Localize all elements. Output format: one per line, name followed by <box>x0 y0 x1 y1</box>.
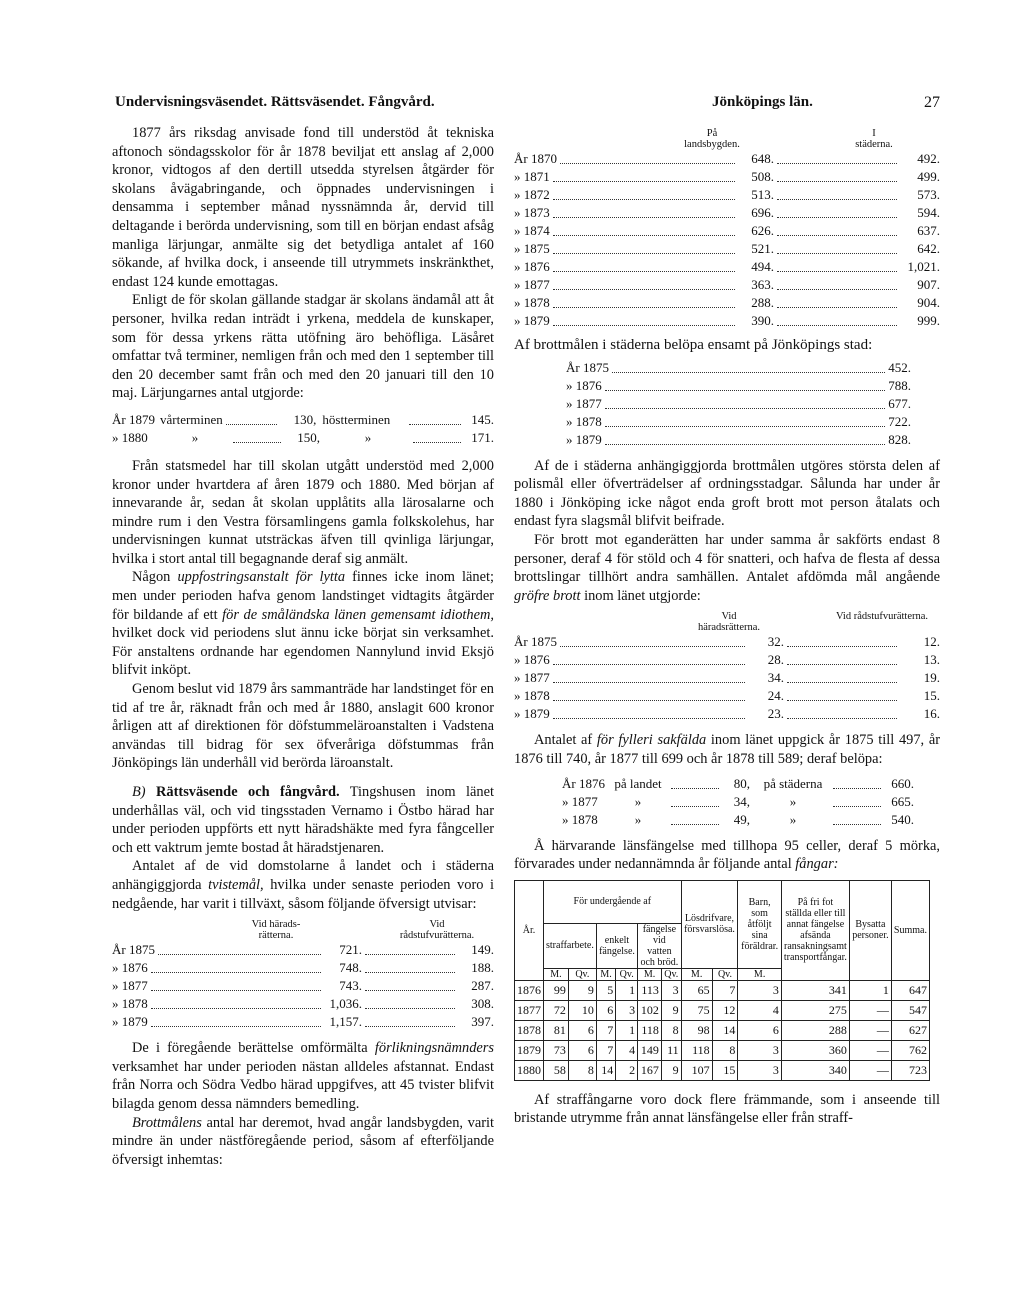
paragraph: Af brottmålen i städerna belöpa ensamt på Jönköpings stad: <box>514 337 873 353</box>
students-table <box>112 411 494 447</box>
students-row: » 1880 » 150, » 171. <box>112 429 494 445</box>
table-row: 1879 73 6 7 4 149 11 118 8 3 360 — 762 <box>515 1040 930 1060</box>
table-row: » 1878 » 49, » 540. <box>562 811 914 827</box>
paragraph: Antalet af de vid domstolarne å landet och i städerna anhängiggjorda tvistemål, hvilka under senaste perioden voro i nedgående, har varit i tillväxt, såsom följande öfversigt utvisar: <box>112 858 494 912</box>
table-row: » 1878 288. 904. <box>514 295 940 310</box>
table-row: » 1877 363. 907. <box>514 277 940 292</box>
paragraph: Enligt de för skolan gällande stadgar är skolans ändamål att åt personer, hvilka redan inträdt i yrkena, meddela de kunskaper, som för dessa yrkens rätta utöfning äro behöfliga. Läsåret omfattar två terminer, nemligen från och med den 1 september till den 20 december samt från och med den 20 januari till den 10 maj. Lärjungarnes antal utgjorde: <box>112 292 494 402</box>
table-row: » 1877 » 34, » 665. <box>562 793 914 809</box>
paragraph: De i föregående berättelse omförmälta förlikningsnämnders verksamhet har under perioden nästan alldeles afstannat. Endast från Norra och Södra Vedbo härad uppgifves, att 45 tvister blifvit bilagda genom dessa nämnders bemedling. <box>112 1040 494 1112</box>
table-row: » 1876 748. 188. <box>112 960 494 976</box>
table-row: » 1876 494. 1,021. <box>514 259 940 274</box>
table-row: År 1875 452. <box>566 359 911 375</box>
table-row: År 1870 648. 492. <box>514 151 940 166</box>
table-row: 1876 99 9 5 1 113 3 65 7 3 341 1 647 <box>515 980 930 1000</box>
right-column <box>514 128 940 1128</box>
tvistemal-table: Vid härads-rätterna. Vid rådstufvurätterna. År 1875 721. 149. » 1876 748. 188. » 1877 743. 287. » 1878 1,036. 308. » 1879 1,157. 397. <box>112 919 494 1030</box>
paragraph: Å härvarande länsfängelse med tillhopa 95 celler, deraf 5 mörka, förvarades under nedannämnda år följande antal fångar: <box>514 837 940 873</box>
table-row: 1878 81 6 7 1 118 8 98 14 6 288 — 627 <box>515 1020 930 1040</box>
brottmal-table: På landsbygden. I städerna. År 1870 648. 492. » 1871 508. 499. » 1872 513. 573. » 1873 696. 594. » 1874 626. 637. » 1875 521. 642. » 1876 494. 1,021. » 1877 363. 907. » 1878 288. 904. » 1879 390. 999. <box>514 128 940 328</box>
paragraph: 1877 års riksdag anvisade fond till understöd åt tekniska aftonoch söndagsskolor för år 1878 beviljat ett anslag af 2,000 kronor, vidtogos af den dertill utsedda styrelsen åtgärder för skolans åvägabringande, och öppnades undervisningen i densamma i september månad nyssnämnda år, dervid till deltagande i berörda undervisning, som till en början endast afsåg manliga lärjungar, anmälte sig det betydliga antalet af 160 sökande, af hvilka dock, i anseende till utrymmets inskränkthet, endast 124 kunde emottagas. <box>112 125 494 290</box>
left-column <box>112 124 494 1169</box>
table-row: » 1874 626. 637. <box>514 223 940 238</box>
table-row: 1880 58 8 14 2 167 9 107 15 3 340 — 723 <box>515 1060 930 1080</box>
table-row: 1877 72 10 6 3 102 9 75 12 4 275 — 547 <box>515 1000 930 1020</box>
jonkoping-table <box>514 359 940 449</box>
table-row: År 1876 på landet 80, på städerna 660. <box>562 775 914 791</box>
table-row: » 1879 23. 16. <box>514 706 940 722</box>
paragraph: För brott mot eganderätten har under samma år sakförts endast 8 personer, deraf 4 för stöld och 4 för snatteri, och hafva de flesta af dessa brottslingar tillhört andra samhällen. Antalet afdömda mål angående gröfre brott inom länet utgjorde: <box>514 531 940 604</box>
section-b: B) Rättsväsende och fångvård. Tingshusen inom länet underhållas väl, och vid tingsstaden Vernamo i Östbo härad har under perioden uppförts ett nytt häradshäkte med fyra fångceller och ett vaktrum jemte bostad åt häradstjenaren. <box>112 784 494 856</box>
table-row: » 1872 513. 573. <box>514 187 940 202</box>
paragraph: Af straffångarne voro dock flere främmande, som i anseende till bristande utrymme från annat länsfängelse eller från straff- <box>514 1091 940 1127</box>
header-left: Undervisningsväsendet. Rättsväsendet. Fångvård. <box>115 94 435 110</box>
table-row: » 1873 696. 594. <box>514 205 940 220</box>
table-row: År 1875 32. 12. <box>514 634 940 650</box>
paragraph: Af de i städerna anhängiggjorda brottmålen utgöres största delen af polismål eller öfverträdelser af ordningsstadgar. Sålunda har under år 1880 i Jönköping icke något enda groft brott mot person åtalats och endast fyra slagsmål blifvit beifrade. <box>514 457 940 530</box>
paragraph: Genom beslut vid 1879 års sammanträde har landstinget för en tid af tre år, räknadt från och med år 1880, anslagit 600 kronor årligen att af direktionen för döfstummeläroanstalten i Vadstena användas till bidrag för sex öfveråriga döfstummas från Jönköpings län underhåll vid berörda läroanstalt. <box>112 681 494 772</box>
table-row: » 1878 722. <box>566 413 911 429</box>
table-row: » 1879 828. <box>566 431 911 447</box>
students-row: År 1879 vårterminen 130, höstterminen 145. <box>112 411 494 427</box>
table-row: » 1877 677. <box>566 395 911 411</box>
prison-table: År. För undergående af Lösdrifvare, försvarslösa. Barn, som åtföljt sina föräldrar. På fri fot ställda eller till annat fängelse afsända ransakningsamt transportfångar. Bysatta personer. Summa. straffarbete. enkelt fängelse. fängelse vid vatten och bröd. M. Qv. M. Qv. M. Qv. M. Qv. M. 1876 99 9 5 1 113 3 65 7 3 341 1 647 1877 72 10 6 3 102 9 75 12 4 275 — 547 1878 81 6 7 1 118 8 98 14 6 288 — 627 1879 73 6 7 4 149 11 118 8 3 360 — 762 1880 58 8 14 2 167 9 107 15 3 340 — 723 <box>514 880 930 1081</box>
col-year: År. <box>515 880 544 980</box>
paragraph: Antalet af för fylleri sakfälda inom länet uppgick år 1875 till 497, år 1876 till 740, år 1877 till 699 och år 1878 till 589; deraf belöpa: <box>514 732 940 767</box>
grofre-brott-table: Vid häradsrätterna. Vid rådstufvurätterna. År 1875 32. 12. » 1876 28. 13. » 1877 34. 19. » 1878 24. 15. » 1879 23. 16. <box>514 611 940 722</box>
paragraph: Från statsmedel har till skolan utgått understöd med 2,000 kronor under hvartdera af åren 1879 och 1880. Med början af innevarande år, sedan åt skolan upplåtits alla lärosalarne och mindre rum i den Vestra församlingens gamla folkskolehus, har undervisningen kunnat utsträckas äfven till qvinliga lärjungar, hvilka i stort antal till begagnande deraf sig anmält. <box>112 457 494 567</box>
table-row: » 1878 1,036. 308. <box>112 996 494 1012</box>
table-row: » 1879 1,157. 397. <box>112 1014 494 1030</box>
table-row: » 1879 390. 999. <box>514 313 940 328</box>
header-right: Jönköpings län. <box>712 94 813 110</box>
table-row: » 1877 743. 287. <box>112 978 494 994</box>
table-row: » 1876 788. <box>566 377 911 393</box>
paragraph: Någon uppfostringsanstalt för lytta finnes icke inom länet; men under perioden hafva genom landstinget vidtagits åtgärder för bildande af ett för de småländska länen gemensamt idiothem, hvilket dock vid periodens slut ännu icke börjat sin verksamhet. För anstaltens ordnande har egendomen Nannylund invid Eksjö blifvit inköpt. <box>112 569 495 679</box>
table-row: » 1876 28. 13. <box>514 652 940 668</box>
table-row: År 1875 721. 149. <box>112 942 494 958</box>
table-row: » 1875 521. 642. <box>514 241 940 256</box>
table-row: » 1871 508. 499. <box>514 169 940 184</box>
fylleri-table <box>514 775 940 829</box>
paragraph: Brottmålens antal har deremot, hvad angår landsbygden, varit mindre än under nästföregående period, såsom af efterföljande öfversigt inhemtas: <box>112 1114 494 1168</box>
table-row: » 1878 24. 15. <box>514 688 940 704</box>
table-row: » 1877 34. 19. <box>514 670 940 686</box>
page-number: 27 <box>924 94 940 111</box>
